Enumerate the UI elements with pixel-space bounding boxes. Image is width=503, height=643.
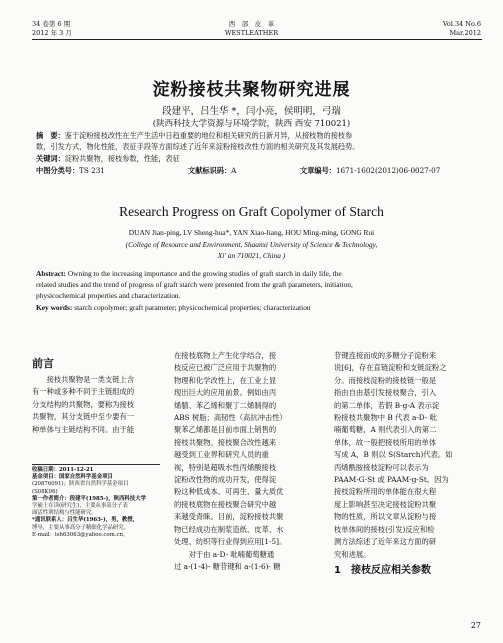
column-2-line: 聚苯乙烯都是目前市面上销售的 [174, 425, 277, 435]
column-2-line: 淀粉改性物的成功开发，使得淀 [174, 475, 277, 485]
column-1-line: 共聚物，其分支链中至少要有一 [32, 412, 135, 422]
keywords-en-text: starch copolymer; graft parameter; physicochemical properties; characterization [74, 303, 311, 312]
keywords-en [36, 303, 311, 312]
column-3-line: 测方法综述了近年来这方面的研 [334, 537, 437, 547]
preface-heading: 前言 [32, 357, 54, 370]
column-2-line: 物已经成功在制浆造纸、皮革、水 [174, 524, 284, 534]
column-2-line: 视，特别是超吸水性丙烯酸接枝 [174, 462, 277, 472]
column-3-line: 接枝淀粉所用的单体能在很大程 [334, 487, 437, 497]
column-3-line: 枝单体间的接枝(引发)反应和检 [334, 524, 435, 534]
footnote [32, 467, 162, 539]
column-3-line: 说[6]，存在直链淀粉和支链淀粉之 [334, 363, 447, 373]
abstract-cn-line2: 数，引发方式，物化性能，表征手段等方面综述了近年来淀粉接枝改性方面的相关研究及其发展趋势。 [36, 142, 360, 151]
article-number-value: 1671-1602(2012)06-0027-07 [335, 166, 441, 175]
abstract-cn-label: 摘 要： [36, 131, 65, 140]
footnote-contact-line2: 博导，主要从事高分子精细化学品研究。 [32, 524, 130, 531]
column-1-line: 种单体与主链结构不同。由于能 [32, 424, 135, 434]
column-3 [334, 350, 484, 561]
column-3-line: 丙烯酰胺接枝淀粉可以表示为 [334, 462, 429, 472]
footnote-author-line2: 学硕士在读(研究生)，主要从事高分子表 [32, 503, 128, 510]
column-3-line: 指由自由基引发接枝聚合，引入 [334, 388, 437, 398]
title-en: Research Progress on Graft Copolymer of Starch [119, 204, 384, 219]
column-3-line: 喃葡萄糖，A 则代表引入的第二 [334, 425, 437, 435]
footnote-fund-line1: 基金项目：国家自然科学基金项目 [32, 474, 113, 481]
column-2-line: 对于由 a-D- 吡喃葡萄糖通 [174, 549, 275, 559]
column-2-line: 的接枝底物在接枝聚合研究中越 [174, 499, 277, 509]
column-2-line: 枝反应已被广泛应用于共聚物的 [174, 363, 277, 373]
column-1 [32, 374, 160, 436]
column-2-line: 物理和化学改性上，在工业上显 [174, 375, 277, 385]
column-2-line: 来越受青睐。目前，淀粉接枝共聚 [174, 512, 284, 522]
page-number: 27 [470, 621, 481, 630]
affiliation-en-line1: (College of Resource and Environment, Shaanxi University of Science & Technology, [125, 240, 378, 249]
journal-month: Mar.2012 [449, 29, 481, 37]
column-2-line: 粉这种低成本、可再生、量大质优 [174, 487, 284, 497]
journal-name-cn: 西 部 皮 革 [228, 20, 275, 28]
column-3-line: 度上影响甚至决定接枝淀粉共聚 [334, 499, 437, 509]
abstract-en-line1: Owning to the increasing importance and the growing studies of graft starch in daily life, the [67, 269, 342, 278]
column-2-line: 过 a-(1-4)- 糖苷键和 a-(1-6)- 糖 [174, 561, 281, 571]
clc-number [36, 165, 105, 176]
clc-value: TS 231 [79, 166, 105, 175]
column-1-line: 接枝共聚物是一类支链上含 [32, 375, 135, 384]
column-2-line: 现出巨大的应用前景。例如由丙 [174, 388, 277, 398]
doc-code [188, 165, 236, 176]
column-3-line: 究和进展。 [334, 549, 371, 559]
column-2-line: 越受到工业界和研究人员的重 [174, 450, 269, 460]
column-3-line: 写成 A，B 则以 S(Starch)代表。如 [334, 450, 453, 460]
footnote-rule [32, 464, 160, 465]
affiliation-en-line2: Xi' an 710021, China ) [217, 251, 286, 260]
abstract-en-line2: related studies and the trend of progress of graft starch were presented from the graft parameters, initiation, [36, 280, 353, 290]
keywords-cn-label: 关键词： [36, 154, 65, 163]
abstract-cn-line1: 鉴于淀粉接枝改性在生产生活中日趋重要的地位和相关研究的日新月异，从接枝物的接枝参 [64, 131, 353, 140]
affiliation-cn: (陕西科技大学资源与环境学院，陕西 西安 710021) [152, 119, 351, 129]
column-1-line: 分支结构的共聚物，要称为接枝 [32, 399, 135, 409]
column-2-line: ABS 树脂；高韧性（高抗冲击性） [174, 413, 287, 423]
title-cn: 淀粉接枝共聚物研究进展 [152, 80, 351, 100]
authors-en: DUAN Jian-ping, LV Sheng-hua*, YAN Xiao-liang, HOU Ming-ming, GONG Rui [128, 228, 375, 237]
footnote-fund-line3: (S08K06) [32, 488, 58, 495]
authors-cn: 段建平，吕生华 *，闫小亮，侯明明，弓瑞 [162, 106, 341, 117]
column-3-line: 分。而接枝淀粉的接枝链一般是 [334, 375, 437, 385]
journal-volume: Vol.34 No.6 [442, 20, 481, 28]
journal-name-en: WESTLEATHER [224, 29, 279, 37]
header-rule [32, 39, 482, 40]
abstract-en [36, 268, 476, 302]
footnote-received: 收稿日期：2011-12-21 [32, 467, 94, 473]
doc-code-label: 文献标识码： [188, 166, 232, 175]
column-2-line: 接枝共聚物。接枝聚合改性越来 [174, 437, 277, 447]
keywords-cn [36, 153, 180, 164]
column-3-line: 物的性质，所以文章从淀粉与接 [334, 512, 437, 522]
abstract-cn [36, 130, 476, 152]
article-number [300, 165, 440, 176]
footnote-contact-line3: E-mail：lsh63063@yahoo.com.cn。 [32, 531, 129, 538]
column-3-line: 的第二单体，若假 B-g-A 表示淀 [334, 400, 440, 410]
journal-issue: 34 卷第 6 期 [32, 20, 71, 28]
article-number-label: 文章编号： [300, 166, 336, 175]
journal-date: 2012 年 3 月 [32, 29, 72, 37]
column-3-line: PAAM-G-St 或 PAAM-g-St。因为 [334, 475, 449, 485]
footnote-author-line3: 面活性剂结构与性能研究。 [32, 510, 97, 517]
column-2-line: 处理、纺织等行业得到应用[1-5]。 [174, 537, 287, 547]
doc-code-value: A [231, 166, 237, 175]
column-2-line: 烯腈、苯乙烯和聚丁二烯制得的 [174, 400, 277, 410]
footnote-fund-line2: (20876091)；陕西省自然科学基金项目 [32, 481, 129, 488]
keywords-cn-text: 淀粉共聚物，接枝参数，性能，表征 [64, 154, 180, 163]
clc-label: 中图分类号： [36, 166, 80, 175]
column-3-line: 粉接枝共聚物中 B 代表 a-D- 吡 [334, 413, 437, 423]
keywords-en-label: Key words: [36, 303, 73, 312]
column-2-line: 在接枝底物上产生化学结合，接 [174, 351, 277, 360]
section-1-heading: 1 接枝反应相关参数 [334, 565, 431, 576]
column-1-line: 有一种或多种不同于主链组成的 [32, 387, 135, 397]
footnote-contact-line1: *通讯联系人：吕生华(1963-)，男，教授， [32, 517, 139, 524]
abstract-en-line3: physicochemical properties and characterization. [36, 291, 181, 301]
column-3-line: 苷键连接而成的多糖分子淀粉来 [334, 351, 437, 360]
abstract-en-label: Abstract: [36, 269, 66, 278]
column-3-line: 单体，故一般把接枝所用的单体 [334, 437, 437, 447]
column-2 [174, 350, 322, 573]
footnote-author-line1: 第一作者简介：段建平(1985-)，陕西科技大学 [32, 495, 146, 502]
